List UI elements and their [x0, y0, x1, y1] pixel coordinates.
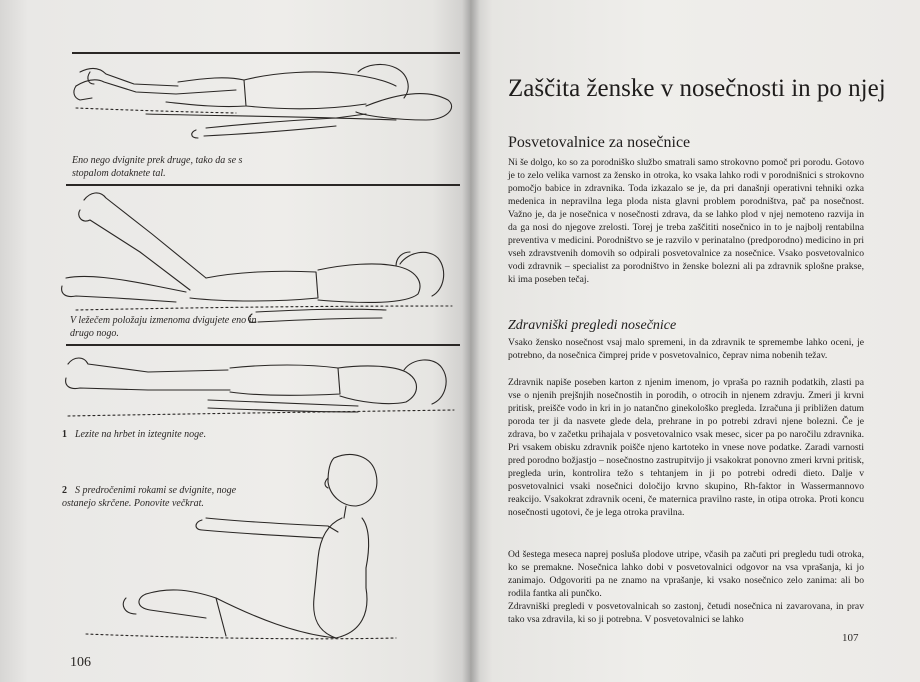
section-rule-2 [66, 344, 460, 346]
illustration-lying-flat [58, 350, 458, 425]
caption-text: Eno nego dvignite prek druge, tako da se s stopalom dotaknete tal. [72, 155, 243, 179]
paragraph-3: Od šestega meseca naprej posluša plodove utripe, včasih pa začuti pri pregledu tudi otroka, ko se premakne. Nosečnica lahko dobi v posvetovalnici odgovor na vsa vprašanja, ki jo zanimajo. Odgovoriti pa ne znamo na vprašanje, ki vsako nosečnico zelo zanima: ali bo rodila fantka ali punčko. [508, 549, 864, 599]
section-paragraph: Ni še dolgo, ko so za porodniško službo smatrali samo strokovno pomoč pri porodu. Gotovo je to zelo velika varnost za žensko in otroka, ko vsaka lahko rodi v porodnišnici s strokovno pomočjo babice in zdravnika. Toda izkazalo se je, da pri današnji operativni tehniki ozka medenica in nepravilna lega ploda nista glavni problem porodništva, pač pa nosečnost. Važno je, da je nosečnica v nosečnosti zdrava, da se lahko plod v njej nemoteno razvija in da ga nosi do njegove zrelosti. Torej je treba zaščititi nosečnico in to je najbolj rentabilna preventiva v medicini. Porodništvo se je razvilo v perinatalno (predporodno) medicino in pri vseh zdravstvenih domovih so odpirali posvetovalnice za nosečnice. Vsako posvetovalnico vodi zdravnik – specialist za porodništvo in ženske bolezni ali pa zdravnik splošne prakse, ki ima poseben tečaj. [508, 157, 864, 285]
page-number-left: 106 [70, 655, 91, 670]
paragraph-1: Vsako žensko nosečnost vsaj malo spremeni, in da zdravnik te spremembe lahko oceni, je potrebno, da nosečnica čimprej pride v posvetovalnico, čeprav nima nobenih težav. [508, 337, 864, 361]
caption-number: 1 [62, 429, 67, 440]
page-number-right: 107 [842, 632, 859, 644]
paragraph-2: Zdravnik napiše poseben karton z njenim imenom, jo vpraša po raznih podatkih, zlasti pa vse o njenih prejšnjih nosečnostih in porodih, o otrocih in njenem zdravju. Zmeri ji krvni pritisk, preišče vodo in kri in jo natančno ginekološko pregleda. Izračuna ji približen datum poroda ter ji da nasvete glede dela, prehrane in po potrebi zdravi njene bolezni. Če je zdrava, bo v začetku prihajala v posvetovalnico vsak mesec, sicer pa po naročilu zdravnika. Pri vsakem obisku zdravnik poišče njeno kartoteko in vnese nove podatke. Zaradi varnosti pred porodno božjastjo – nosečnostno zastrupitvijo ji vsakokrat ponovno zmeri krvni pritisk, pregleda urin, kontrolira težo s tehtanjem in ji po potrebi odredi dieto. Dalje v posvetovalnici vsaki nosečnici določijo krvno skupino, Rh-faktor in Wassermannovo reakcijo. Vsakokrat zdravnik oceni, če maternica pravilno raste, in otipa otroka. Proti koncu nosečnosti ugotovi, če je lega otroka pravilna. [508, 377, 864, 518]
caption-text: S predročenimi rokami se dvignite, noge ostanejo skrčene. Ponovite večkrat. [62, 485, 237, 509]
caption-number: 2 [62, 485, 67, 496]
subheading: Zdravniški pregledi nosečnice [508, 318, 677, 333]
paragraph-4: Zdravniški pregledi v posvetovalnicah so zastonj, četudi nosečnica ni zavarovana, in prav tako vsa zdravila, ki so ji potrebna. V posvetovalnici se lahko [508, 601, 864, 625]
caption-leg-raise [70, 314, 270, 340]
caption-1 [62, 428, 302, 441]
caption-leg-crossover [72, 154, 262, 180]
section-heading: Posvetovalnice za nosečnice [508, 134, 691, 151]
caption-text: Lezite na hrbet in iztegnite noge. [75, 429, 207, 440]
top-rule [72, 52, 460, 54]
chapter-title: Zaščita ženske v nosečnosti in po njej [508, 75, 886, 102]
caption-text: V ležečem položaju izmenoma dvigujete eno in drugo nogo. [70, 315, 257, 339]
illustration-sit-up [66, 448, 456, 648]
illustration-leg-crossover [66, 58, 461, 153]
book-gutter [462, 0, 480, 682]
